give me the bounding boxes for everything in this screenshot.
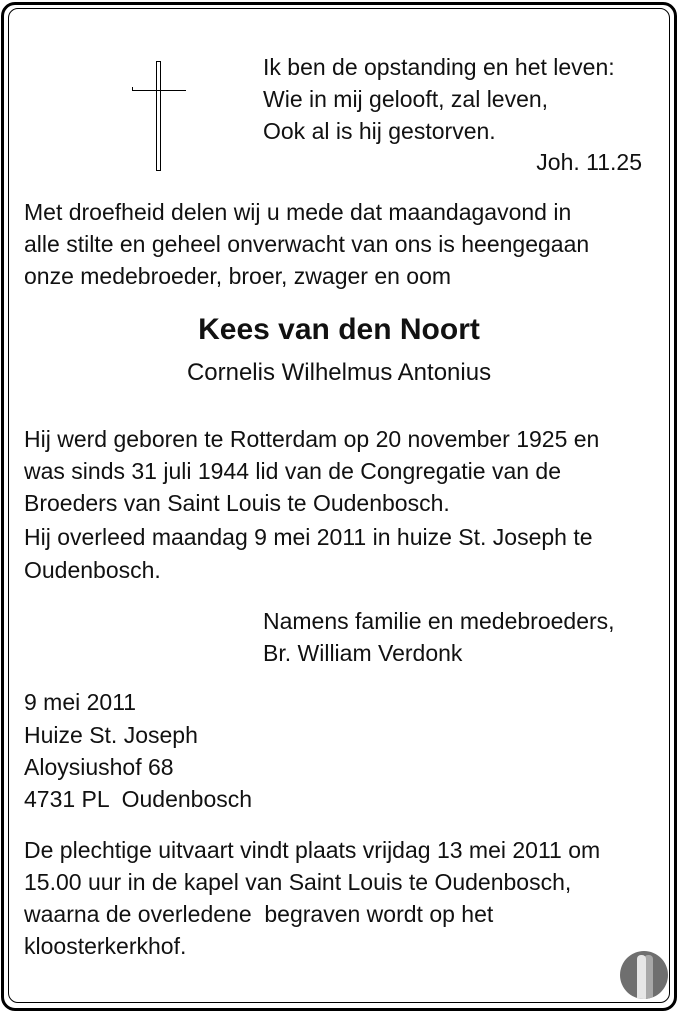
verse-reference: Joh. 11.25 xyxy=(536,149,642,175)
text-line: Met droefheid delen wij u mede dat maandagavond in xyxy=(24,199,572,225)
text-line: onze medebroeder, broer, zwager en oom xyxy=(24,263,452,289)
text-line: Broeders van Saint Louis te Oudenbosch. xyxy=(24,490,450,516)
text-line: was sinds 31 juli 1944 lid van de Congregatie van de xyxy=(24,458,562,484)
text-line: alle stilte en geheel onverwacht van ons is heengegaan xyxy=(24,231,590,257)
text-line: kloosterkerkhof. xyxy=(24,933,187,959)
text-line: Namens familie en medebroeders, xyxy=(263,608,615,634)
text-line: De plechtige uitvaart vindt plaats vrijdag 13 mei 2011 om xyxy=(24,837,601,863)
verse-line: Ook al is hij gestorven. xyxy=(263,118,496,144)
text-line: 4731 PL Oudenbosch xyxy=(24,786,253,812)
text-line: Hij werd geboren te Rotterdam op 20 november 1925 en xyxy=(24,426,600,452)
verse-line: Ik ben de opstanding en het leven: xyxy=(263,54,615,80)
deceased-full-name: Cornelis Wilhelmus Antonius xyxy=(186,359,492,386)
text-line: waarna de overledene begraven wordt op het xyxy=(24,901,494,927)
logo-icon xyxy=(620,951,668,999)
deceased-name: Kees van den Noort xyxy=(198,313,480,346)
text-line: Hij overleed maandag 9 mei 2011 in huize St. Joseph te xyxy=(24,524,593,550)
text-line: 9 mei 2011 xyxy=(24,689,137,715)
text-line: Br. William Verdonk xyxy=(263,640,463,666)
text-line: Huize St. Joseph xyxy=(24,722,198,748)
text-line: 15.00 uur in de kapel van Saint Louis te Oudenbosch, xyxy=(24,869,572,895)
verse-line: Wie in mij gelooft, zal leven, xyxy=(263,86,549,112)
text-line: Aloysiushof 68 xyxy=(24,754,174,780)
text-line: Oudenbosch. xyxy=(24,557,161,583)
